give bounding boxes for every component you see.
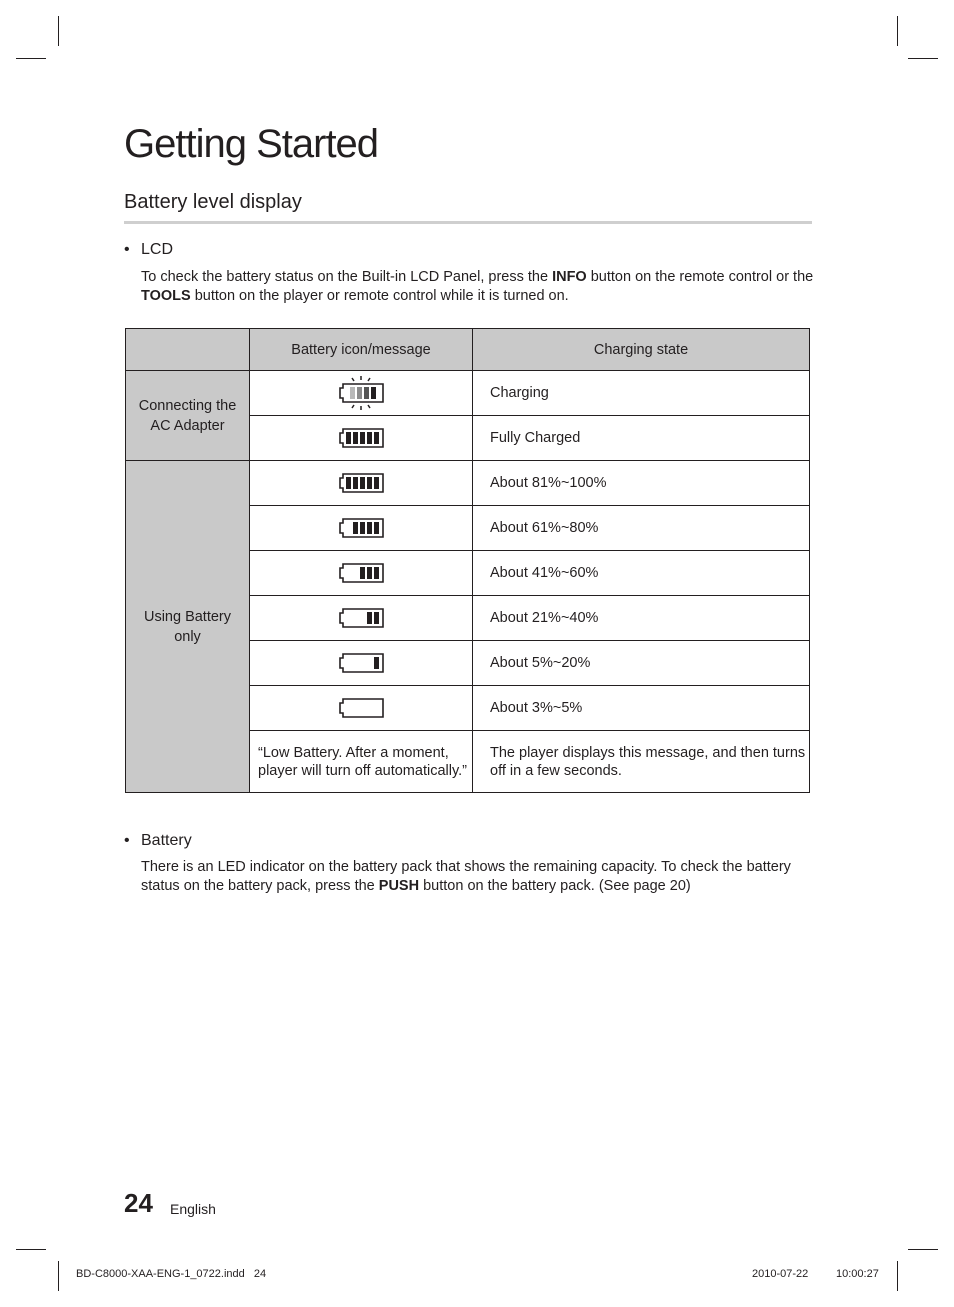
battery-1-bar-icon [337,652,385,674]
key-push: PUSH [378,878,420,894]
crop-mark [908,1249,938,1250]
table-header-row [126,329,810,371]
battery-2-bars-icon [337,607,385,629]
battery-level-table [125,328,810,793]
header-cell-empty [126,329,250,371]
page-title: Getting Started [124,122,379,166]
bullet-label: LCD [141,241,174,258]
key-info: INFO [552,269,587,285]
icon-cell [250,641,473,686]
page-number: 24 [124,1188,153,1218]
icon-cell [250,596,473,641]
battery-3-bars-icon [337,562,385,584]
crop-mark [16,58,46,59]
state-cell: Fully Charged [473,416,810,461]
group-label: Connecting the AC Adapter [138,397,237,434]
bullet-dot: • [124,241,130,258]
page-language: English [170,1201,216,1217]
crop-mark [16,1249,46,1250]
icon-cell [250,371,473,416]
state-cell: About 21%~40% [473,596,810,641]
lcd-description [141,268,817,306]
bullet-battery [124,832,192,850]
crop-mark [58,1261,59,1291]
crop-mark [908,58,938,59]
text-run: button on the battery pack. (See page 20) [419,878,691,894]
header-cell-state: Charging state [473,329,810,371]
crop-mark [897,16,898,46]
text-run: There is an LED indicator on the battery pack that shows the remaining capacity. To check the battery status on the battery pack, press the [141,859,791,894]
state-cell: The player displays this message, and then turns off in a few seconds. [473,731,810,793]
battery-5-bars-icon [337,472,385,494]
battery-4-bars-icon [337,517,385,539]
text-run: button on the remote control or the [586,269,814,285]
crop-mark [897,1261,898,1291]
bullet-lcd [124,241,173,259]
state-cell: About 81%~100% [473,461,810,506]
state-cell: About 5%~20% [473,641,810,686]
footer-filename: BD-C8000-XAA-ENG-1_0722.indd 24 [76,1268,267,1280]
bullet-dot: • [124,832,130,849]
table-row [126,461,810,506]
footer-date: 2010-07-22 [752,1268,809,1280]
footer-time: 10:00:27 [836,1268,879,1280]
state-cell: About 61%~80% [473,506,810,551]
state-cell: Charging [473,371,810,416]
key-tools: TOOLS [141,288,191,304]
state-cell: About 41%~60% [473,551,810,596]
section-divider [124,221,812,224]
battery-charging-icon [337,375,385,411]
crop-mark [58,16,59,46]
text-run: To check the battery status on the Built-in LCD Panel, press the [141,269,553,285]
state-cell: About 3%~5% [473,686,810,731]
battery-full-icon [337,427,385,449]
header-cell-icon: Battery icon/message [250,329,473,371]
low-battery-message: “Low Battery. After a moment, player will turn off automatically.” [250,731,473,793]
bullet-label: Battery [141,832,192,849]
icon-cell [250,416,473,461]
icon-cell [250,506,473,551]
group-label: Using Battery only [143,608,232,645]
text-run: button on the player or remote control while it is turned on. [190,288,569,304]
icon-cell [250,551,473,596]
group-ac-adapter [126,371,250,461]
icon-cell [250,461,473,506]
section-title: Battery level display [124,191,302,213]
battery-description [141,858,817,896]
battery-empty-icon [337,697,385,719]
table-row [126,371,810,416]
group-battery-only [126,461,250,793]
icon-cell [250,686,473,731]
